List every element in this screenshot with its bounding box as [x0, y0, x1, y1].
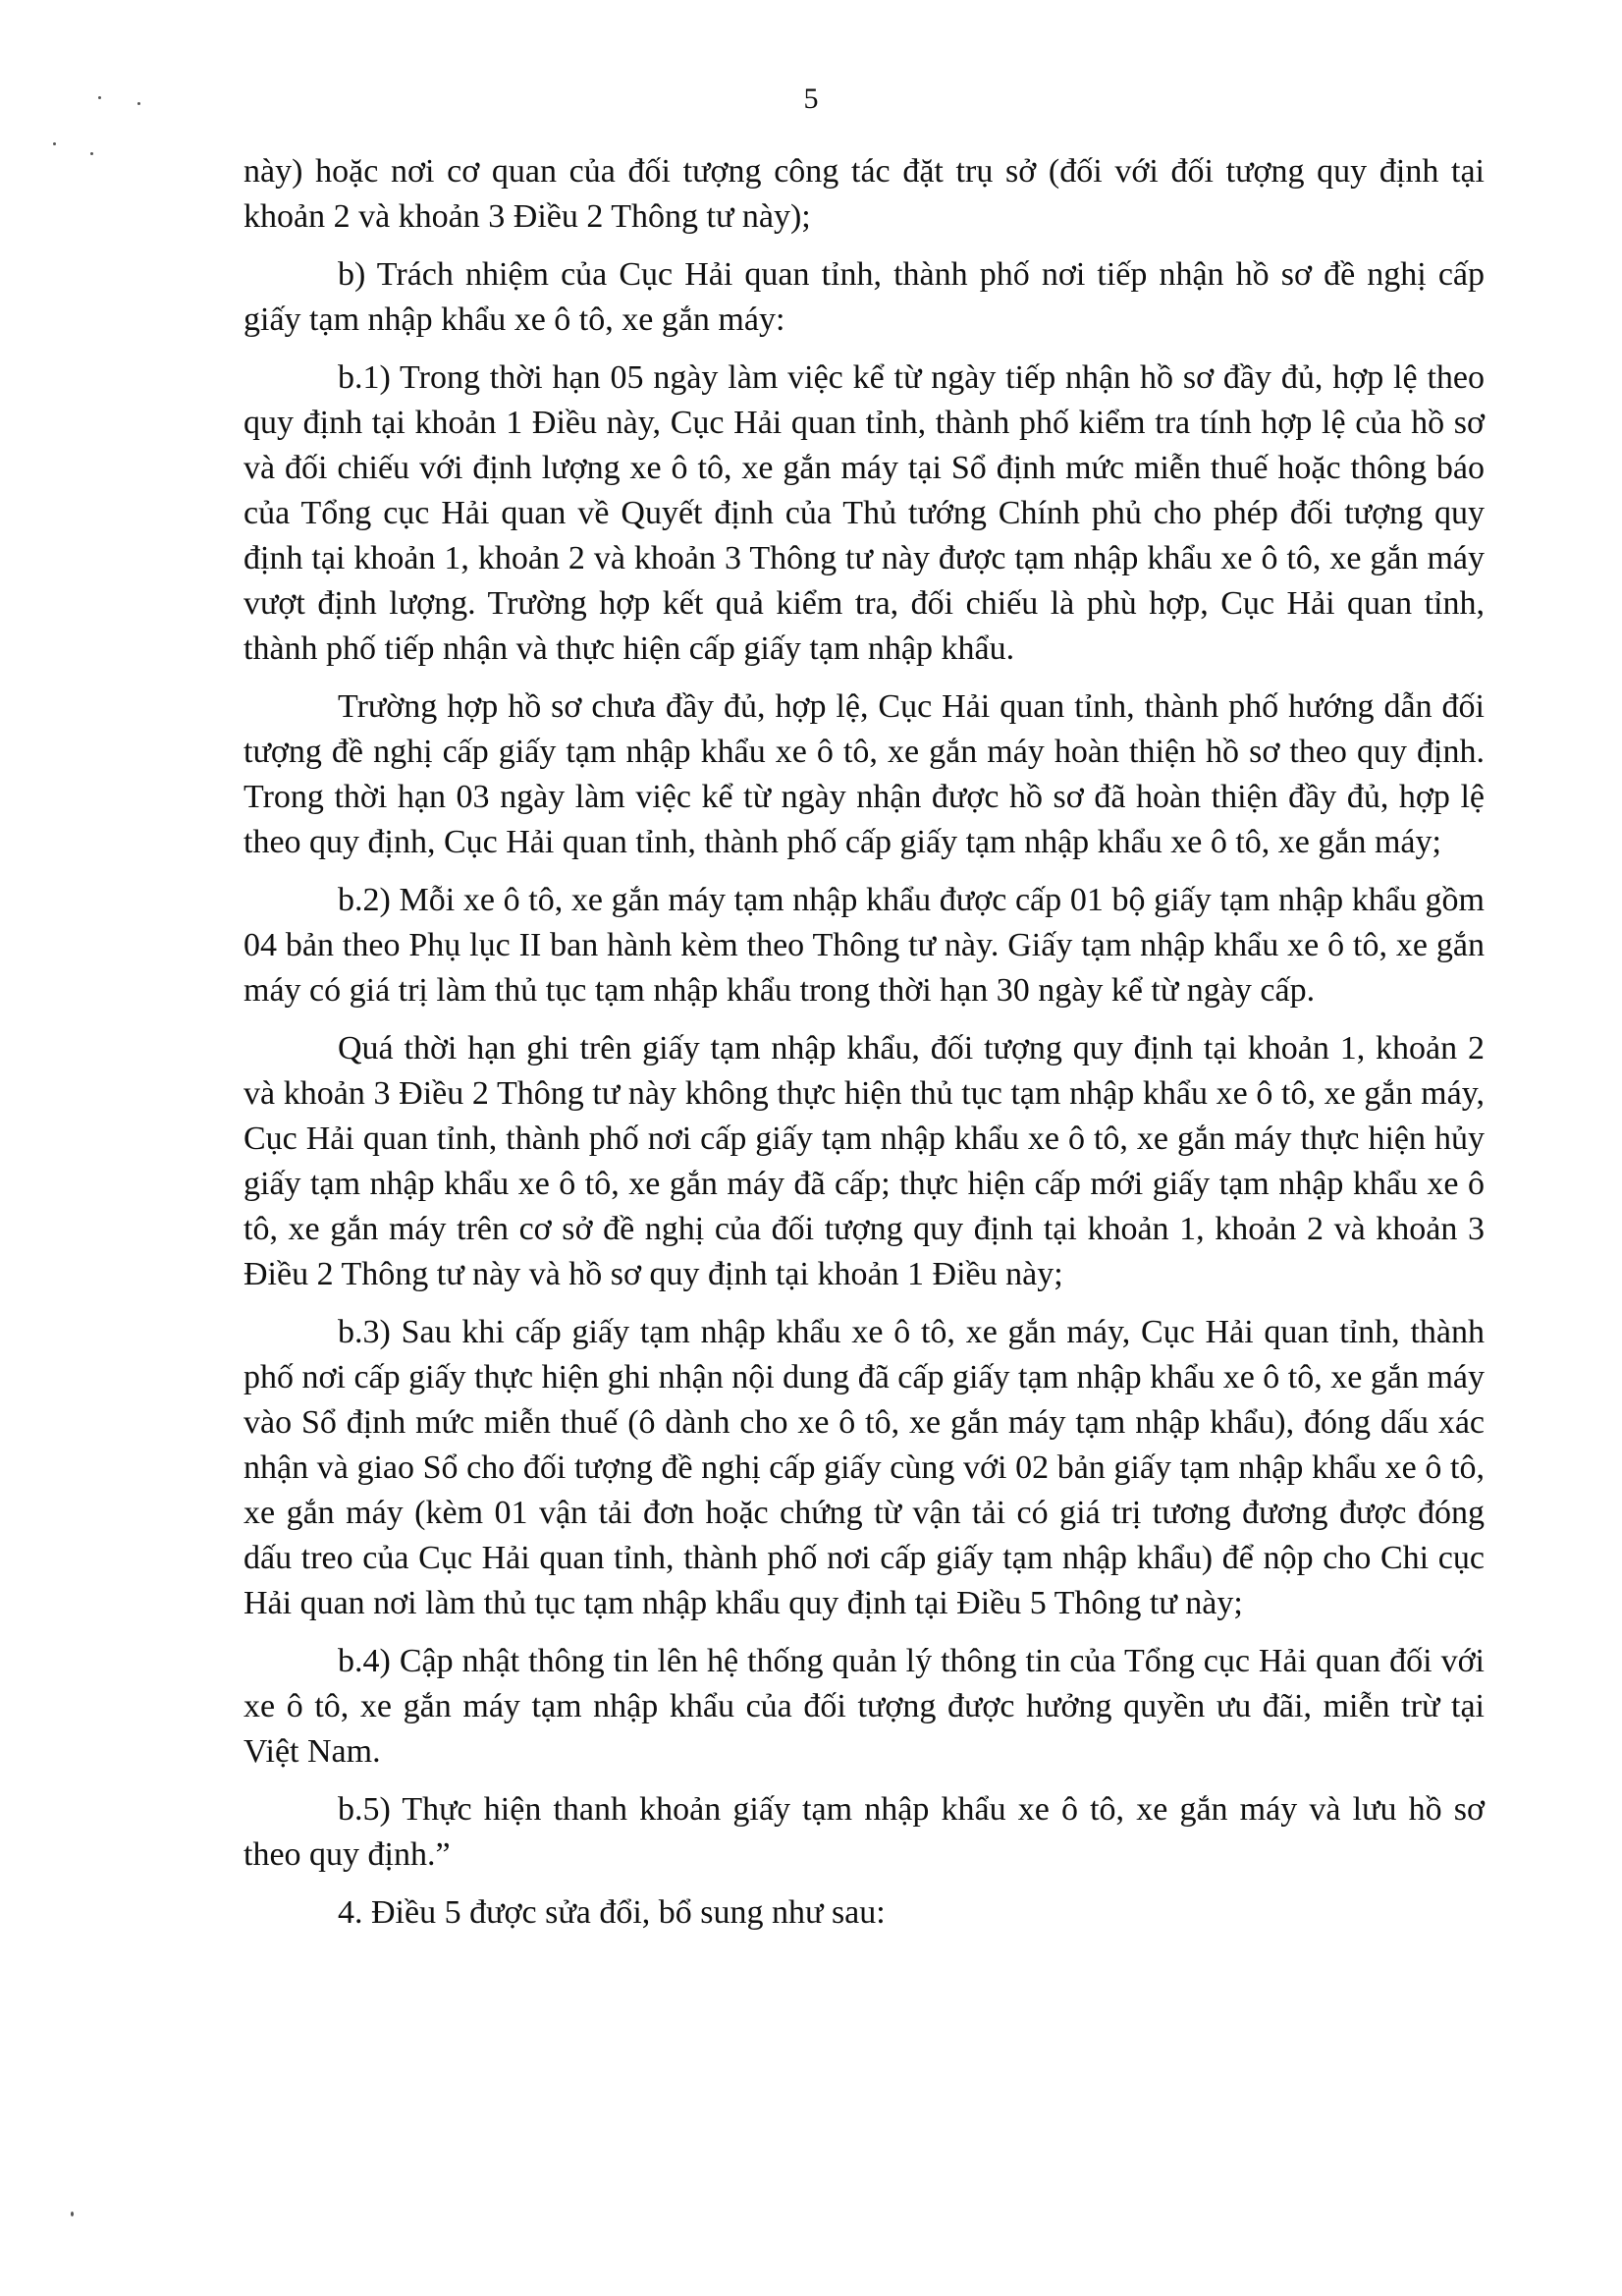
paragraph: này) hoặc nơi cơ quan của đối tượng công tác đặt trụ sở (đối với đối tượng quy định tại khoản 2 và khoản 3 Điều 2 Thông tư này); — [243, 153, 1485, 235]
paragraph: 4. Điều 5 được sửa đổi, bổ sung như sau: — [338, 1894, 886, 1931]
paragraph: b.5) Thực hiện thanh khoản giấy tạm nhập khẩu xe ô tô, xe gắn máy và lưu hồ sơ theo quy định.” — [243, 1791, 1485, 1873]
paragraph: b.4) Cập nhật thông tin lên hệ thống quản lý thông tin của Tổng cục Hải quan đối với xe ô tô, xe gắn máy tạm nhập khẩu của đối tượng được hưởng quyền ưu đãi, miễn trừ tại Việt Nam. — [243, 1643, 1485, 1770]
paragraph: b.3) Sau khi cấp giấy tạm nhập khẩu xe ô tô, xe gắn máy, Cục Hải quan tỉnh, thành phố nơi cấp giấy thực hiện ghi nhận nội dung đã cấp giấy tạm nhập khẩu xe ô tô, xe gắn máy vào Sổ định mức miễn thuế (ô dành cho xe ô tô, xe gắn máy tạm nhập khẩu), đóng dấu xác nhận và giao Sổ cho đối tượng đề nghị cấp giấy cùng với 02 bản giấy tạm nhập khẩu xe ô tô, xe gắn máy (kèm 01 vận tải đơn hoặc chứng từ vận tải có giá trị tương đương được đóng dấu treo của Cục Hải quan tỉnh, thành phố nơi cấp giấy tạm nhập khẩu) để nộp cho Chi cục Hải quan nơi làm thủ tục tạm nhập khẩu quy định tại Điều 5 Thông tư này; — [243, 1314, 1485, 1621]
paragraph: b) Trách nhiệm của Cục Hải quan tỉnh, thành phố nơi tiếp nhận hồ sơ đề nghị cấp giấy tạm nhập khẩu xe ô tô, xe gắn máy: — [243, 256, 1485, 338]
document-body — [243, 149, 1485, 1948]
paragraph: b.1) Trong thời hạn 05 ngày làm việc kể từ ngày tiếp nhận hồ sơ đầy đủ, hợp lệ theo quy định tại khoản 1 Điều này, Cục Hải quan tỉnh, thành phố kiểm tra tính hợp lệ của hồ sơ và đối chiếu với định lượng xe ô tô, xe gắn máy tại Sổ định mức miễn thuế hoặc thông báo của Tổng cục Hải quan về Quyết định của Thủ tướng Chính phủ cho phép đối tượng quy định tại khoản 1, khoản 2 và khoản 3 Thông tư này được tạm nhập khẩu xe ô tô, xe gắn máy vượt định lượng. Trường hợp kết quả kiểm tra, đối chiếu là phù hợp, Cục Hải quan tỉnh, thành phố tiếp nhận và thực hiện cấp giấy tạm nhập khẩu. — [243, 359, 1485, 667]
page-number: 5 — [803, 82, 819, 115]
scan-speck — [90, 152, 93, 155]
paragraph: Trường hợp hồ sơ chưa đầy đủ, hợp lệ, Cục Hải quan tỉnh, thành phố hướng dẫn đối tượng đề nghị cấp giấy tạm nhập khẩu xe ô tô, xe gắn máy hoàn thiện hồ sơ theo quy định. Trong thời hạn 03 ngày làm việc kể từ ngày nhận được hồ sơ đã hoàn thiện đầy đủ, hợp lệ theo quy định, Cục Hải quan tỉnh, thành phố cấp giấy tạm nhập khẩu xe ô tô, xe gắn máy; — [243, 688, 1485, 860]
scan-speck — [71, 2212, 74, 2216]
scan-speck — [98, 96, 101, 99]
scan-speck — [137, 102, 140, 105]
paragraph: Quá thời hạn ghi trên giấy tạm nhập khẩu, đối tượng quy định tại khoản 1, khoản 2 và khoản 3 Điều 2 Thông tư này không thực hiện thủ tục tạm nhập khẩu xe ô tô, xe gắn máy, Cục Hải quan tỉnh, thành phố nơi cấp giấy tạm nhập khẩu xe ô tô, xe gắn máy thực hiện hủy giấy tạm nhập khẩu xe ô tô, xe gắn máy đã cấp; thực hiện cấp mới giấy tạm nhập khẩu xe ô tô, xe gắn máy trên cơ sở đề nghị của đối tượng quy định tại khoản 1, khoản 2 và khoản 3 Điều 2 Thông tư này và hồ sơ quy định tại khoản 1 Điều này; — [243, 1030, 1485, 1292]
scan-speck — [53, 142, 56, 145]
paragraph: b.2) Mỗi xe ô tô, xe gắn máy tạm nhập khẩu được cấp 01 bộ giấy tạm nhập khẩu gồm 04 bản theo Phụ lục II ban hành kèm theo Thông tư này. Giấy tạm nhập khẩu xe ô tô, xe gắn máy có giá trị làm thủ tục tạm nhập khẩu trong thời hạn 30 ngày kể từ ngày cấp. — [243, 882, 1485, 1009]
